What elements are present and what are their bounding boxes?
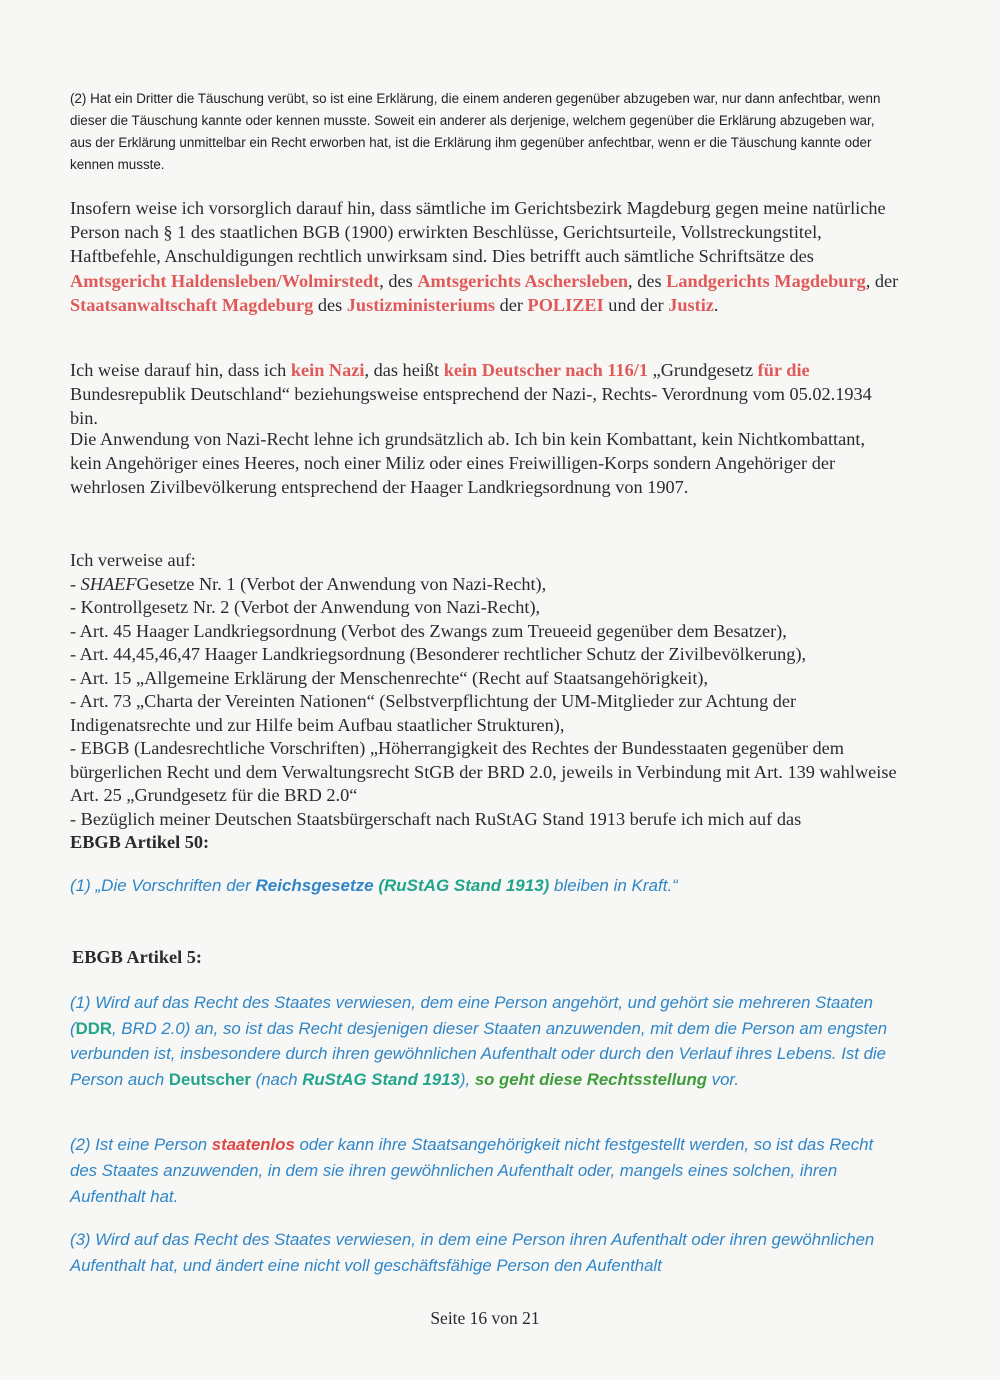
- paragraph-civilian-status: Die Anwendung von Nazi-Recht lehne ich grundsätzlich ab. Ich bin kein Kombattant, kein Nichtkombattant, kein Angehöriger eines Heeres, noch einer Miliz oder eines Freiwilligen-Korps sondern Angehöriger der wehrlosen Zivilbevölkerung entsprechend der Haager Landkriegsordnung von 1907.: [70, 429, 866, 498]
- highlight-authority: Staatsanwaltschaft Magdeburg: [70, 294, 314, 315]
- highlight: kein Deutscher nach 116/1: [443, 360, 649, 380]
- paragraph-status-declaration: [70, 358, 900, 431]
- text: (2) Ist eine Person: [70, 1135, 212, 1154]
- text: (1) „Die Vorschriften der: [70, 876, 256, 895]
- highlight-staatenlos: staatenlos: [211, 1135, 295, 1154]
- text: vor.: [707, 1069, 740, 1089]
- text: (nach: [250, 1069, 303, 1089]
- page-number: Seite 16 von 21: [430, 1308, 540, 1328]
- article-50-quote: [70, 874, 890, 898]
- text: bleiben in Kraft.“: [549, 876, 678, 895]
- text: Ich weise darauf hin, dass ich: [70, 360, 291, 380]
- text: der: [495, 294, 528, 315]
- highlight-deutscher: Deutscher: [168, 1069, 251, 1089]
- text: und der: [603, 294, 669, 315]
- text: ),: [459, 1069, 475, 1089]
- reference-list: [70, 549, 910, 855]
- text: , BRD 2.0) an, so ist das Recht desjenigen dieser Staaten anzuwenden, mit dem die Person am engsten verbunden ist, insbesondere durch ihren gewöhnlichen Aufenthalt oder durch den Verlauf ihres Lebens. Ist die Person auch: [70, 1018, 888, 1089]
- highlight: für die: [757, 360, 810, 380]
- list-item: - Art. 45 Haager Landkriegsordnung (Verbot des Zwangs zum Treueeid gegenüber dem Besatzer),: [70, 620, 787, 641]
- highlight-court: Amtsgerichts Aschersleben: [417, 270, 629, 291]
- article-5-heading: EBGB Artikel 5:: [72, 947, 203, 967]
- highlight-court: Amtsgericht Haldensleben/Wolmirstedt: [70, 270, 380, 291]
- text: des: [313, 294, 347, 315]
- highlight-rechtsstellung: so geht diese Rechtsstellung: [474, 1069, 708, 1089]
- list-item-emphasis: SHAEF: [80, 573, 137, 594]
- highlight: kein Nazi: [290, 360, 365, 380]
- highlight-ddr: DDR: [75, 1018, 112, 1038]
- article-5-paragraph-1: [70, 990, 900, 1092]
- highlight-authority: Justiz: [668, 294, 714, 315]
- article-5-paragraph-2: [70, 1132, 900, 1210]
- list-intro: Ich verweise auf:: [70, 550, 196, 570]
- list-item: - Bezüglich meiner Deutschen Staatsbürgerschaft nach RuStAG Stand 1913 berufe ich mich auf das: [70, 808, 802, 829]
- highlight-reichsgesetze: Reichsgesetze: [255, 876, 374, 895]
- text: .: [713, 294, 719, 315]
- text: , der: [865, 270, 899, 291]
- text: oder kann ihre Staatsangehörigkeit nicht festgestellt werden, so ist das Recht des Staates anzuwenden, in dem sie ihren gewöhnlichen Aufenthalt oder, mangels eines solchen, ihren Aufenthalt hat.: [70, 1135, 874, 1206]
- list-item: [70, 573, 910, 597]
- text: , des: [628, 270, 667, 291]
- article-50-heading: EBGB Artikel 50:: [70, 832, 210, 852]
- paragraph-bgb-123-2: (2) Hat ein Dritter die Täuschung verübt, so ist eine Erklärung, die einem anderen gegenüber abzugeben war, nur dann anfechtbar, wenn dieser die Täuschung kannte oder kennen musste. Soweit ein anderer als derjenige, welchem gegenüber die Erklärung abzugeben war, aus der Erklärung unmittelbar ein Recht erworben hat, ist die Erklärung ihm gegenüber anfechtbar, wenn er die Täuschung kannte oder kennen musste.: [70, 91, 881, 172]
- text: Bundesrepublik Deutschland“ beziehungsweise entsprechend der Nazi-, Rechts- Verordnung vom 05.02.1934 bin.: [70, 384, 872, 429]
- list-item: - Art. 73 „Charta der Vereinten Nationen“ (Selbstverpflichtung der UM-Mitglieder zur Achtung der Indigenatsrechte und zur Hilfe beim Aufbau staatlicher Strukturen),: [70, 691, 797, 735]
- highlight-court: Landgerichts Magdeburg: [666, 270, 866, 291]
- highlight-rustag: (RuStAG Stand 1913): [378, 876, 550, 895]
- article-5-paragraph-3: (3) Wird auf das Recht des Staates verwiesen, in dem eine Person ihren Aufenthalt oder ihren gewöhnlichen Aufenthalt hat, und ändert eine nicht voll geschäftsfähige Person den Aufenthalt: [70, 1230, 875, 1275]
- highlight-authority: POLIZEI: [527, 294, 604, 315]
- text: „Grundgesetz: [648, 360, 758, 380]
- text: , des: [379, 270, 418, 291]
- text: Insofern weise ich vorsorglich darauf hin, dass sämtliche im Gerichtsbezirk Magdeburg gegen meine natürliche Person nach § 1 des staatlichen BGB (1900) erwirkten Beschlüsse, Gerichtsurteile, Vollstreckungstitel, Haftbefehle, Anschuldigungen rechtlich unwirksam sind. Dies betrifft auch sämtliche Schriftsätze des: [70, 198, 886, 267]
- text: (1) Wird auf das Recht des Staates verwiesen, dem eine Person angehört, und gehört sie mehreren Staaten (: [70, 993, 874, 1038]
- text: , das heißt: [364, 360, 444, 380]
- list-item-text: Gesetze Nr. 1 (Verbot der Anwendung von Nazi-Recht),: [136, 573, 547, 594]
- highlight-authority: Justizministeriums: [346, 294, 496, 315]
- list-item: - Art. 15 „Allgemeine Erklärung der Menschenrechte“ (Recht auf Staatsangehörigkeit),: [70, 667, 709, 688]
- list-bullet: -: [70, 573, 81, 594]
- list-item: - EBGB (Landesrechtliche Vorschriften) „Höherrangigkeit des Rechtes der Bundesstaaten gegenüber dem bürgerlichen Recht und dem Verwaltungsrecht StGB der BRD 2.0, jeweils in Verbindung mit Art. 139 wahlweise Art. 25 „Grundgesetz für die BRD 2.0“: [70, 738, 897, 805]
- highlight-rustag: RuStAG Stand 1913: [302, 1069, 460, 1089]
- list-item: - Kontrollgesetz Nr. 2 (Verbot der Anwendung von Nazi-Recht),: [70, 597, 541, 617]
- paragraph-notice-invalidity: [70, 196, 900, 317]
- list-item: - Art. 44,45,46,47 Haager Landkriegsordnung (Besonderer rechtlicher Schutz der Zivilbevölkerung),: [70, 644, 807, 664]
